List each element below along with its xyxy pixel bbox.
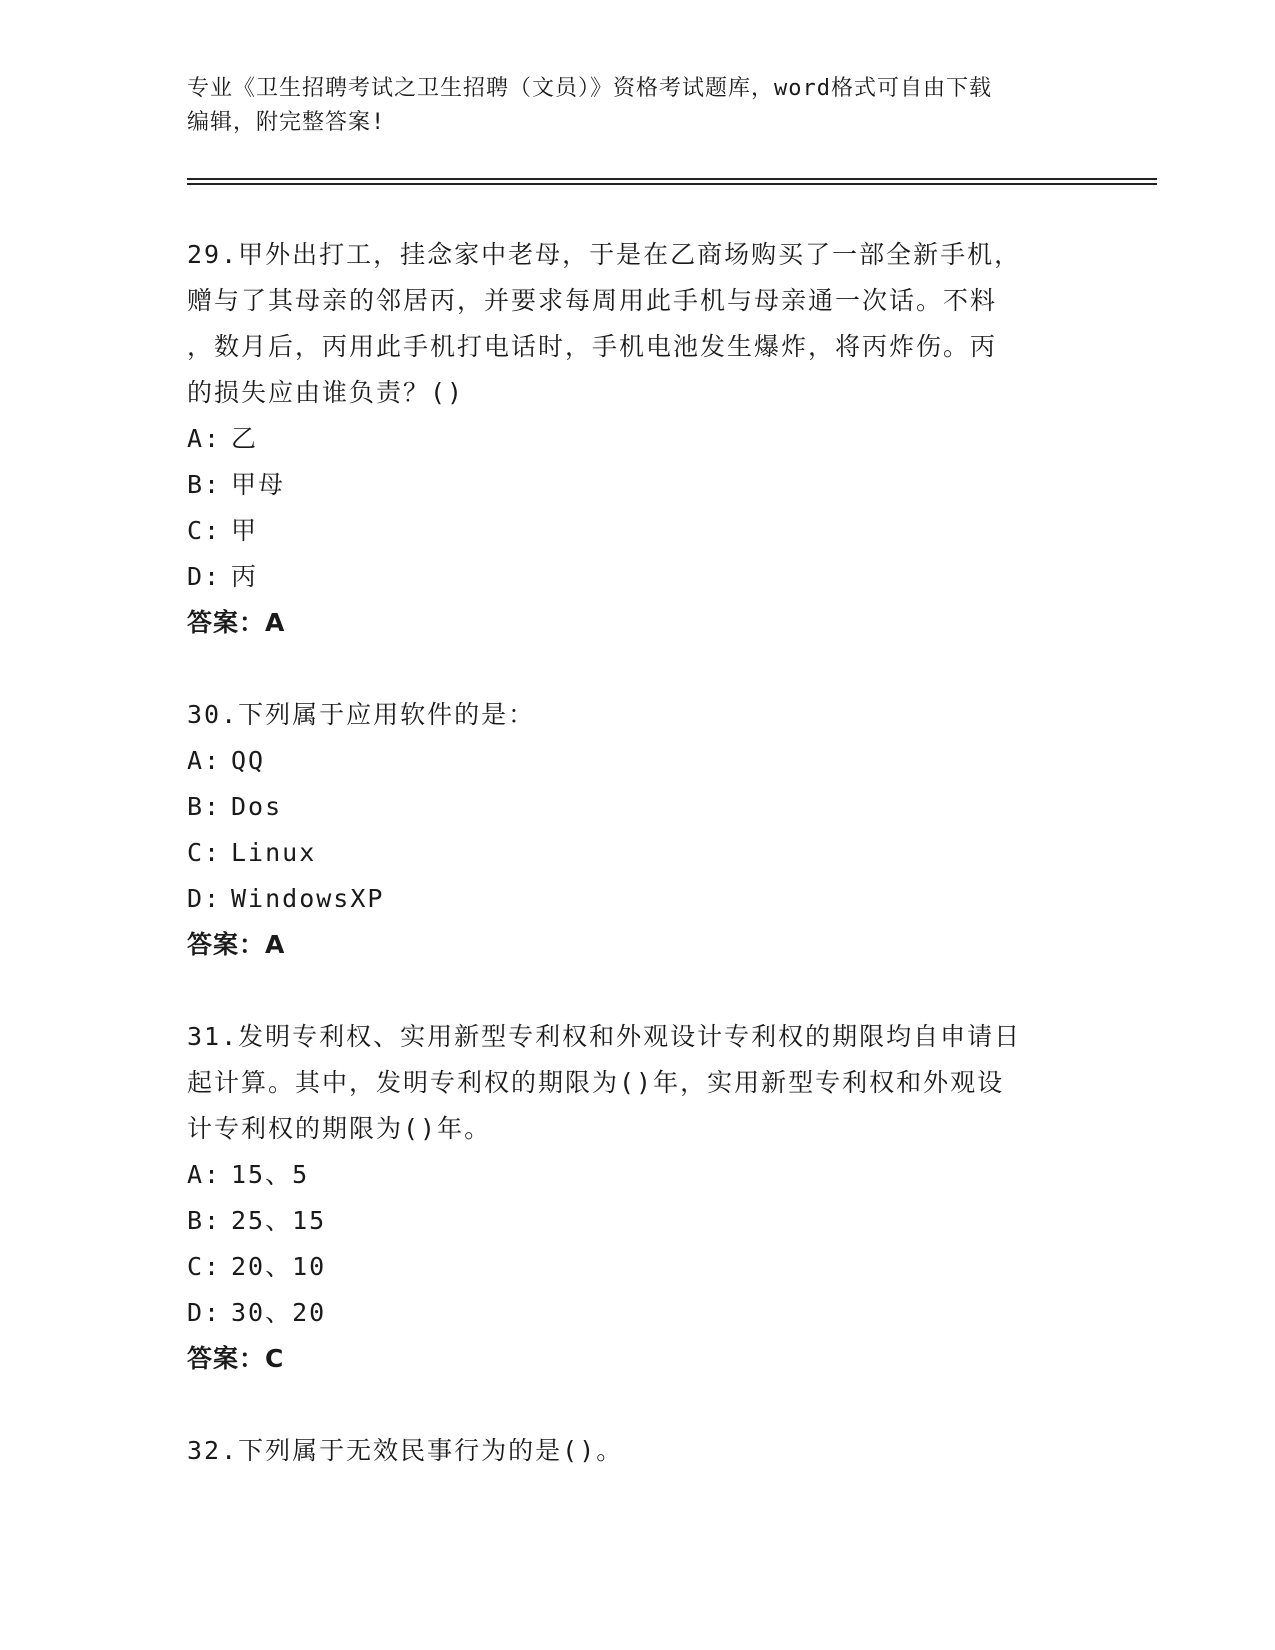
- option-c: [187, 830, 1067, 876]
- header-line-1: 专业《卫生招聘考试之卫生招聘（文员）》资格考试题库，word格式可自由下载: [187, 76, 992, 101]
- option-text: 25、15: [231, 1206, 327, 1235]
- option-text: Dos: [231, 792, 283, 821]
- question-text: [187, 232, 1067, 416]
- option-a: [187, 738, 1067, 784]
- option-text: 甲母: [231, 470, 286, 499]
- option-label: C:: [187, 516, 222, 545]
- option-label: C:: [187, 838, 222, 867]
- option-b: [187, 462, 1067, 508]
- question-30: [187, 692, 1067, 968]
- question-31: [187, 1014, 1067, 1382]
- option-text: 丙: [231, 562, 259, 591]
- question-text-line: 29.甲外出打工，挂念家中老母，于是在乙商场购买了一部全新手机，: [187, 240, 1022, 269]
- option-text: 甲: [231, 516, 259, 545]
- option-label: B:: [187, 1206, 222, 1235]
- option-text: QQ: [231, 746, 266, 775]
- question-text-line: 31.发明专利权、实用新型专利权和外观设计专利权的期限均自申请日: [187, 1022, 1022, 1051]
- question-text-line: 30.下列属于应用软件的是：: [187, 700, 536, 729]
- document-header: [187, 72, 1087, 140]
- option-label: C:: [187, 1252, 222, 1281]
- option-label: D:: [187, 884, 222, 913]
- option-label: A:: [187, 1160, 222, 1189]
- option-b: [187, 784, 1067, 830]
- header-divider-bottom: [187, 183, 1157, 185]
- option-label: D:: [187, 562, 222, 591]
- option-d: [187, 1290, 1067, 1336]
- option-c: [187, 1244, 1067, 1290]
- header-divider-top: [187, 178, 1157, 180]
- option-text: 15、5: [231, 1160, 310, 1189]
- question-text-line: 赠与了其母亲的邻居丙，并要求每周用此手机与母亲通一次话。不料: [187, 286, 998, 315]
- answer: 答案：C: [187, 1344, 285, 1373]
- option-a: [187, 1152, 1067, 1198]
- question-text: [187, 692, 1067, 738]
- question-text-line: 32.下列属于无效民事行为的是()。: [187, 1436, 624, 1465]
- option-text: 30、20: [231, 1298, 327, 1327]
- option-label: B:: [187, 792, 222, 821]
- question-32: [187, 1428, 1067, 1474]
- answer: 答案：A: [187, 930, 286, 959]
- option-b: [187, 1198, 1067, 1244]
- answer: 答案：A: [187, 608, 286, 637]
- header-line-2: 编辑，附完整答案!: [187, 110, 386, 135]
- option-label: A:: [187, 424, 222, 453]
- question-text-line: 计专利权的期限为()年。: [187, 1114, 492, 1143]
- question-29: [187, 232, 1067, 646]
- option-d: [187, 554, 1067, 600]
- question-list: [187, 232, 1067, 1520]
- option-text: Linux: [231, 838, 317, 867]
- option-label: D:: [187, 1298, 222, 1327]
- option-a: [187, 416, 1067, 462]
- option-c: [187, 508, 1067, 554]
- option-text: 20、10: [231, 1252, 327, 1281]
- option-d: [187, 876, 1067, 922]
- option-text: WindowsXP: [231, 884, 385, 913]
- option-label: B:: [187, 470, 222, 499]
- option-text: 乙: [231, 424, 259, 453]
- question-text-line: ，数月后，丙用此手机打电话时，手机电池发生爆炸，将丙炸伤。丙: [187, 332, 998, 361]
- question-text-line: 的损失应由谁负责？(): [187, 378, 465, 407]
- question-text-line: 起计算。其中，发明专利权的期限为()年，实用新型专利权和外观设: [187, 1068, 1005, 1097]
- option-label: A:: [187, 746, 222, 775]
- question-text: [187, 1014, 1067, 1152]
- question-text: [187, 1428, 1067, 1474]
